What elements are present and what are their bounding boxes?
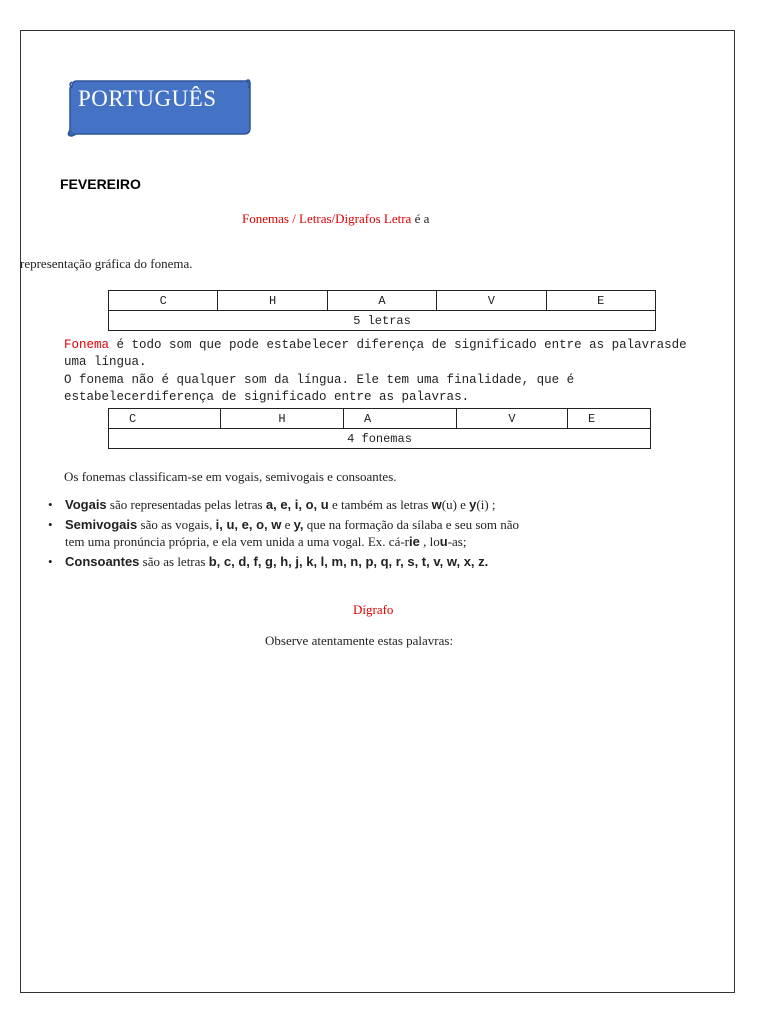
total-row <box>109 429 651 449</box>
vogais-letters: a, e, i, o, u <box>265 497 329 512</box>
month-heading: FEVEREIRO <box>60 176 141 192</box>
letter-cell: H <box>218 291 327 311</box>
bullet-icon: • <box>48 497 53 512</box>
phonemes-table <box>108 408 651 449</box>
consoantes-letters: b, c, d, f, g, h, j, k, l, m, n, p, q, r, s, t, v, w, x, z. <box>208 554 489 569</box>
vogais-w: w <box>431 497 442 512</box>
digrafo-heading: Dígrafo <box>353 602 394 617</box>
letter-cell: E <box>546 291 655 311</box>
observe-text: Observe atentamente estas palavras: <box>265 633 454 648</box>
letter-cell: A <box>344 409 457 429</box>
letter-cell: E <box>568 409 651 429</box>
semivogais-mid: , lo <box>419 534 440 549</box>
fonema-line-4: estabelecerdiferença de significado entre as palavras. <box>64 390 470 404</box>
consoantes-text: são as letras <box>139 554 209 569</box>
vogais-text-2: e também as letras <box>328 497 432 512</box>
intro-black-text: é a <box>411 211 430 226</box>
list-item-consoantes <box>48 553 648 570</box>
vogais-yi: (i) ; <box>476 497 496 512</box>
total-cell: 4 fonemas <box>109 429 651 449</box>
total-row <box>109 311 656 331</box>
letters-row <box>109 291 656 311</box>
total-cell: 5 letras <box>109 311 656 331</box>
list-item-vogais <box>48 496 648 513</box>
letter-cell: V <box>457 409 568 429</box>
letters-row <box>109 409 651 429</box>
fonema-line-1 <box>64 338 687 352</box>
vogais-y: y <box>469 497 477 512</box>
letter-cell: H <box>221 409 344 429</box>
letter-cell: V <box>437 291 546 311</box>
letter-cell: C <box>109 409 221 429</box>
semivogais-example: tem uma pronúncia própria, e ela vem unida a uma vogal. Ex. cá-r <box>65 534 410 549</box>
vogais-text: são representadas pelas letras <box>106 497 266 512</box>
semivogais-text-2: que na formação da sílaba e seu som não <box>303 517 520 532</box>
classify-text: Os fonemas classificam-se em vogais, semivogais e consoantes. <box>64 469 397 484</box>
letter-cell: A <box>327 291 436 311</box>
semivogais-ie: ie <box>409 534 420 549</box>
intro-line-2: representação gráfica do fonema. <box>20 256 193 271</box>
letter-cell: C <box>109 291 218 311</box>
fonema-line-2: uma língua. <box>64 355 147 369</box>
semivogais-u: u <box>439 534 448 549</box>
semivogais-y: y, <box>293 517 304 532</box>
letters-table <box>108 290 656 331</box>
semivogais-e: e <box>281 517 294 532</box>
intro-red-text: Fonemas / Letras/Digrafos Letra <box>242 211 412 226</box>
list-item-semivogais <box>48 516 648 550</box>
semivogais-letters: i, u, e, o, w <box>215 517 282 532</box>
fonema-line-3: O fonema não é qualquer som da língua. Ele tem uma finalidade, que é <box>64 373 575 387</box>
semivogais-end: -as; <box>447 534 467 549</box>
semivogais-term: Semivogais <box>65 517 138 532</box>
consoantes-term: Consoantes <box>65 554 140 569</box>
bullet-icon: • <box>48 517 53 532</box>
vogais-term: Vogais <box>65 497 107 512</box>
vogais-wu: (u) e <box>441 497 470 512</box>
intro-line <box>242 211 429 227</box>
fonema-definition: é todo som que pode estabelecer diferença de significado entre as palavrasde <box>109 338 687 352</box>
banner-title: PORTUGUÊS <box>78 86 217 111</box>
semivogais-text: são as vogais, <box>137 517 216 532</box>
fonema-label: Fonema <box>64 338 110 352</box>
phoneme-types-list <box>48 496 648 573</box>
bullet-icon: • <box>48 554 53 569</box>
